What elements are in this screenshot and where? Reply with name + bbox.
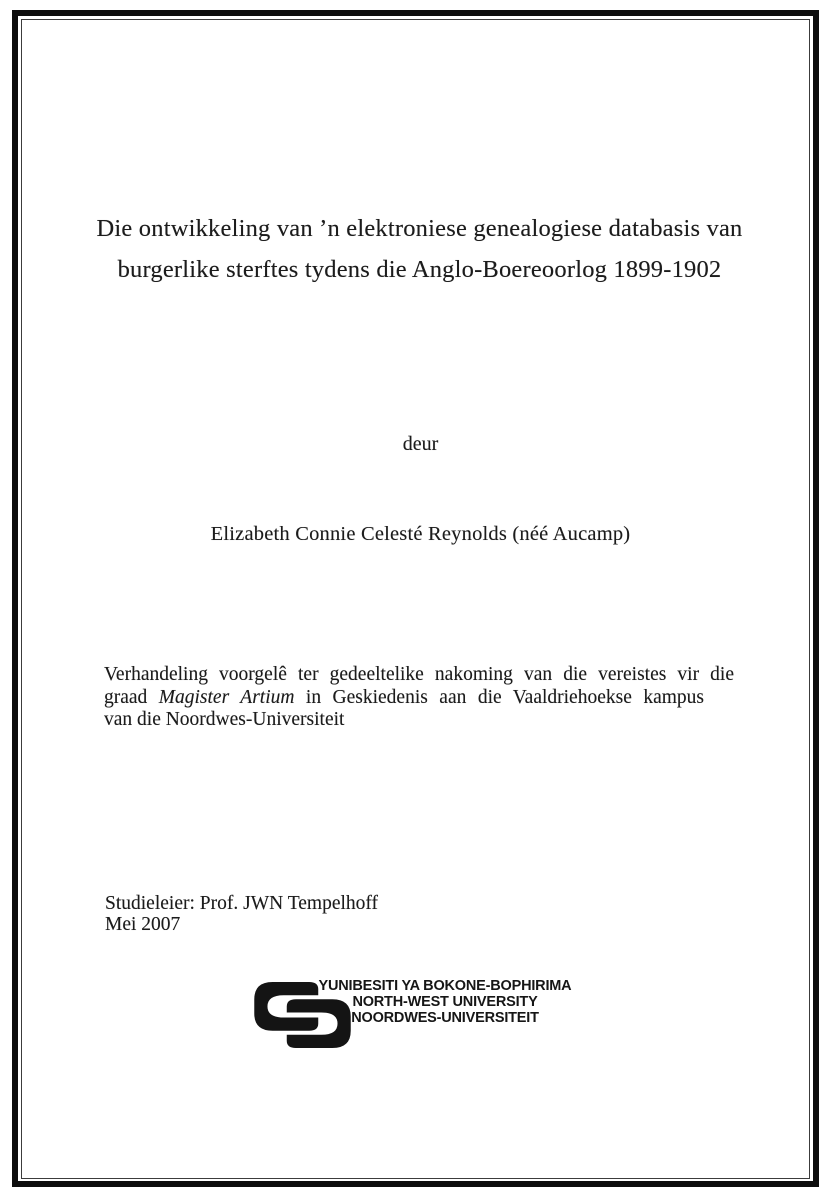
submission-line2-prefix: graad <box>104 686 159 708</box>
byline-deur: deur <box>402 433 439 455</box>
nwu-wordmark-setswana: YUNIBESITI YA BOKONE-BOPHIRIMA <box>318 978 572 994</box>
thesis-title <box>22 208 817 290</box>
thesis-title-line2: burgerlike sterftes tydens die Anglo-Boereoorlog 1899-1902 <box>117 256 722 283</box>
nwu-wordmark-afrikaans: NOORDWES-UNIVERSITEIT <box>351 1010 539 1026</box>
submission-line1: Verhandeling voorgelê ter gedeeltelike nakoming van die vereistes vir die <box>104 664 734 685</box>
nwu-wordmark-english: NORTH-WEST UNIVERSITY <box>352 994 538 1010</box>
supervisor-block <box>105 894 378 935</box>
author-name: Elizabeth Connie Celesté Reynolds (néé Aucamp) <box>210 523 631 545</box>
submission-line2-suffix: in Geskiedenis aan die Vaaldriehoekse kampus <box>294 686 704 708</box>
submission-line3: van die Noordwes-Universiteit <box>104 709 345 730</box>
submission-statement <box>104 664 734 732</box>
date-line: Mei 2007 <box>105 913 181 935</box>
submission-line2 <box>104 687 704 710</box>
nwu-logo <box>254 978 594 1051</box>
degree-name-italic: Magister Artium <box>158 686 295 708</box>
thesis-title-line1: Die ontwikkeling van ’n elektroniese genealogiese databasis van <box>96 215 743 242</box>
supervisor-line: Studieleier: Prof. JWN Tempelhoff <box>105 893 379 914</box>
nwu-logo-wordmark <box>300 978 590 1026</box>
